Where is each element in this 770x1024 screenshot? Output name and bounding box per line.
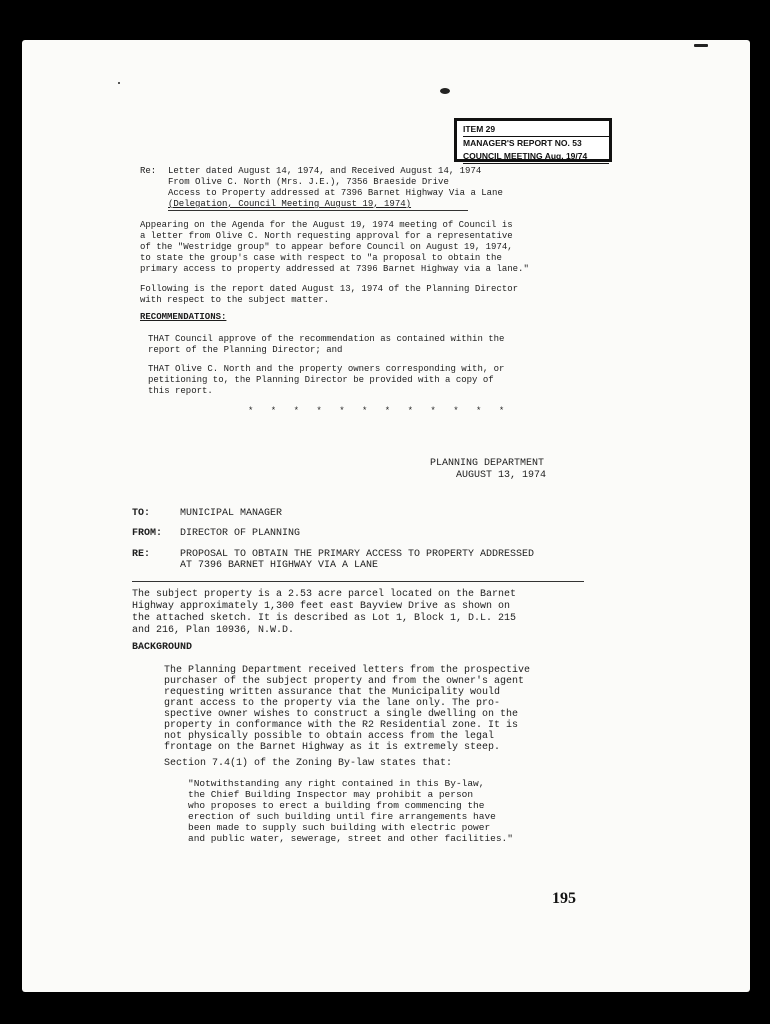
recommendation-line: this report. — [148, 386, 213, 396]
quote-line: who proposes to erect a building from commencing the — [188, 800, 485, 811]
managers-report-number: MANAGER'S REPORT NO. 53 — [463, 138, 582, 148]
subject-line: and 216, Plan 10936, N.W.D. — [132, 625, 295, 636]
re-line: (Delegation, Council Meeting August 19, 1974) — [168, 199, 412, 209]
council-meeting-date: COUNCIL MEETING Aug. 19/74 — [463, 150, 609, 164]
background-line: requesting written assurance that the Municipality would — [164, 687, 501, 698]
re-line: From Olive C. North (Mrs. J.E.), 7356 Braeside Drive — [168, 177, 449, 187]
re-line: Letter dated August 14, 1974, and Received August 14, 1974 — [168, 166, 482, 176]
background-line: grant access to the property via the lane only. The pro- — [164, 698, 501, 709]
recommendation-line: THAT Olive C. North and the property owners corresponding with, or — [148, 364, 505, 374]
memo-re-label: RE: — [132, 549, 151, 560]
body-line: with respect to the subject matter. — [140, 295, 330, 305]
quote-line: and public water, sewerage, street and other facilities." — [188, 833, 513, 844]
re-underline — [168, 210, 468, 211]
recommendations-heading: RECOMMENDATIONS: — [140, 312, 227, 322]
background-heading: BACKGROUND — [132, 642, 193, 653]
memo-divider — [132, 581, 584, 582]
memo-from-value: DIRECTOR OF PLANNING — [180, 528, 301, 539]
quote-line: been made to supply such building with electric power — [188, 822, 491, 833]
scan-speck — [440, 88, 450, 94]
page-number: 195 — [552, 890, 576, 907]
background-line: spective owner wishes to construct a single dwelling on the — [164, 709, 519, 720]
memo-to-value: MUNICIPAL MANAGER — [180, 508, 283, 519]
memo-from-label: FROM: — [132, 528, 163, 539]
recommendation-line: report of the Planning Director; and — [148, 345, 343, 355]
quote-line: the Chief Building Inspector may prohibit a person — [188, 789, 474, 800]
background-line: purchaser of the subject property and from the owner's agent — [164, 676, 525, 687]
scan-speck — [694, 44, 708, 47]
scan-speck — [118, 82, 120, 84]
subject-line: the attached sketch. It is described as Lot 1, Block 1, D.L. 215 — [132, 613, 517, 624]
background-line: frontage on the Barnet Highway as it is extremely steep. — [164, 742, 501, 753]
background-line: not physically possible to obtain access from the legal — [164, 731, 495, 742]
re-label: Re: — [140, 166, 157, 176]
body-line: a letter from Olive C. North requesting approval for a representative — [140, 231, 513, 241]
item-number: ITEM 29 — [463, 123, 609, 137]
department-name: PLANNING DEPARTMENT — [430, 458, 545, 469]
body-line: Appearing on the Agenda for the August 19, 1974 meeting of Council is — [140, 220, 513, 230]
re-line: Access to Property addressed at 7396 Barnet Highway Via a Lane — [168, 188, 503, 198]
department-date: AUGUST 13, 1974 — [456, 470, 547, 481]
item-box — [454, 118, 612, 162]
background-line: property in conformance with the R2 Residential zone. It is — [164, 720, 519, 731]
star-separator: * * * * * * * * * * * * — [248, 406, 511, 416]
body-line: to state the group's case with respect to "a proposal to obtain the — [140, 253, 502, 263]
subject-line: The subject property is a 2.53 acre parcel located on the Barnet — [132, 589, 517, 600]
body-line: primary access to property addressed at 7396 Barnet Highway via a lane." — [140, 264, 529, 274]
quote-line: "Notwithstanding any right contained in this By-law, — [188, 778, 485, 789]
document-page — [22, 40, 750, 992]
subject-line: Highway approximately 1,300 feet east Bayview Drive as shown on — [132, 601, 511, 612]
memo-re-line: AT 7396 BARNET HIGHWAY VIA A LANE — [180, 560, 379, 571]
memo-re-line: PROPOSAL TO OBTAIN THE PRIMARY ACCESS TO PROPERTY ADDRESSED — [180, 549, 535, 560]
recommendation-line: petitioning to, the Planning Director be provided with a copy of — [148, 375, 494, 385]
recommendation-line: THAT Council approve of the recommendation as contained within the — [148, 334, 505, 344]
background-line: The Planning Department received letters from the prospective — [164, 665, 531, 676]
memo-to-label: TO: — [132, 508, 151, 519]
quote-line: erection of such building until fire arrangements have — [188, 811, 496, 822]
section-line: Section 7.4(1) of the Zoning By-law states that: — [164, 758, 453, 769]
body-line: Following is the report dated August 13, 1974 of the Planning Director — [140, 284, 519, 294]
body-line: of the "Westridge group" to appear before Council on August 19, 1974, — [140, 242, 513, 252]
